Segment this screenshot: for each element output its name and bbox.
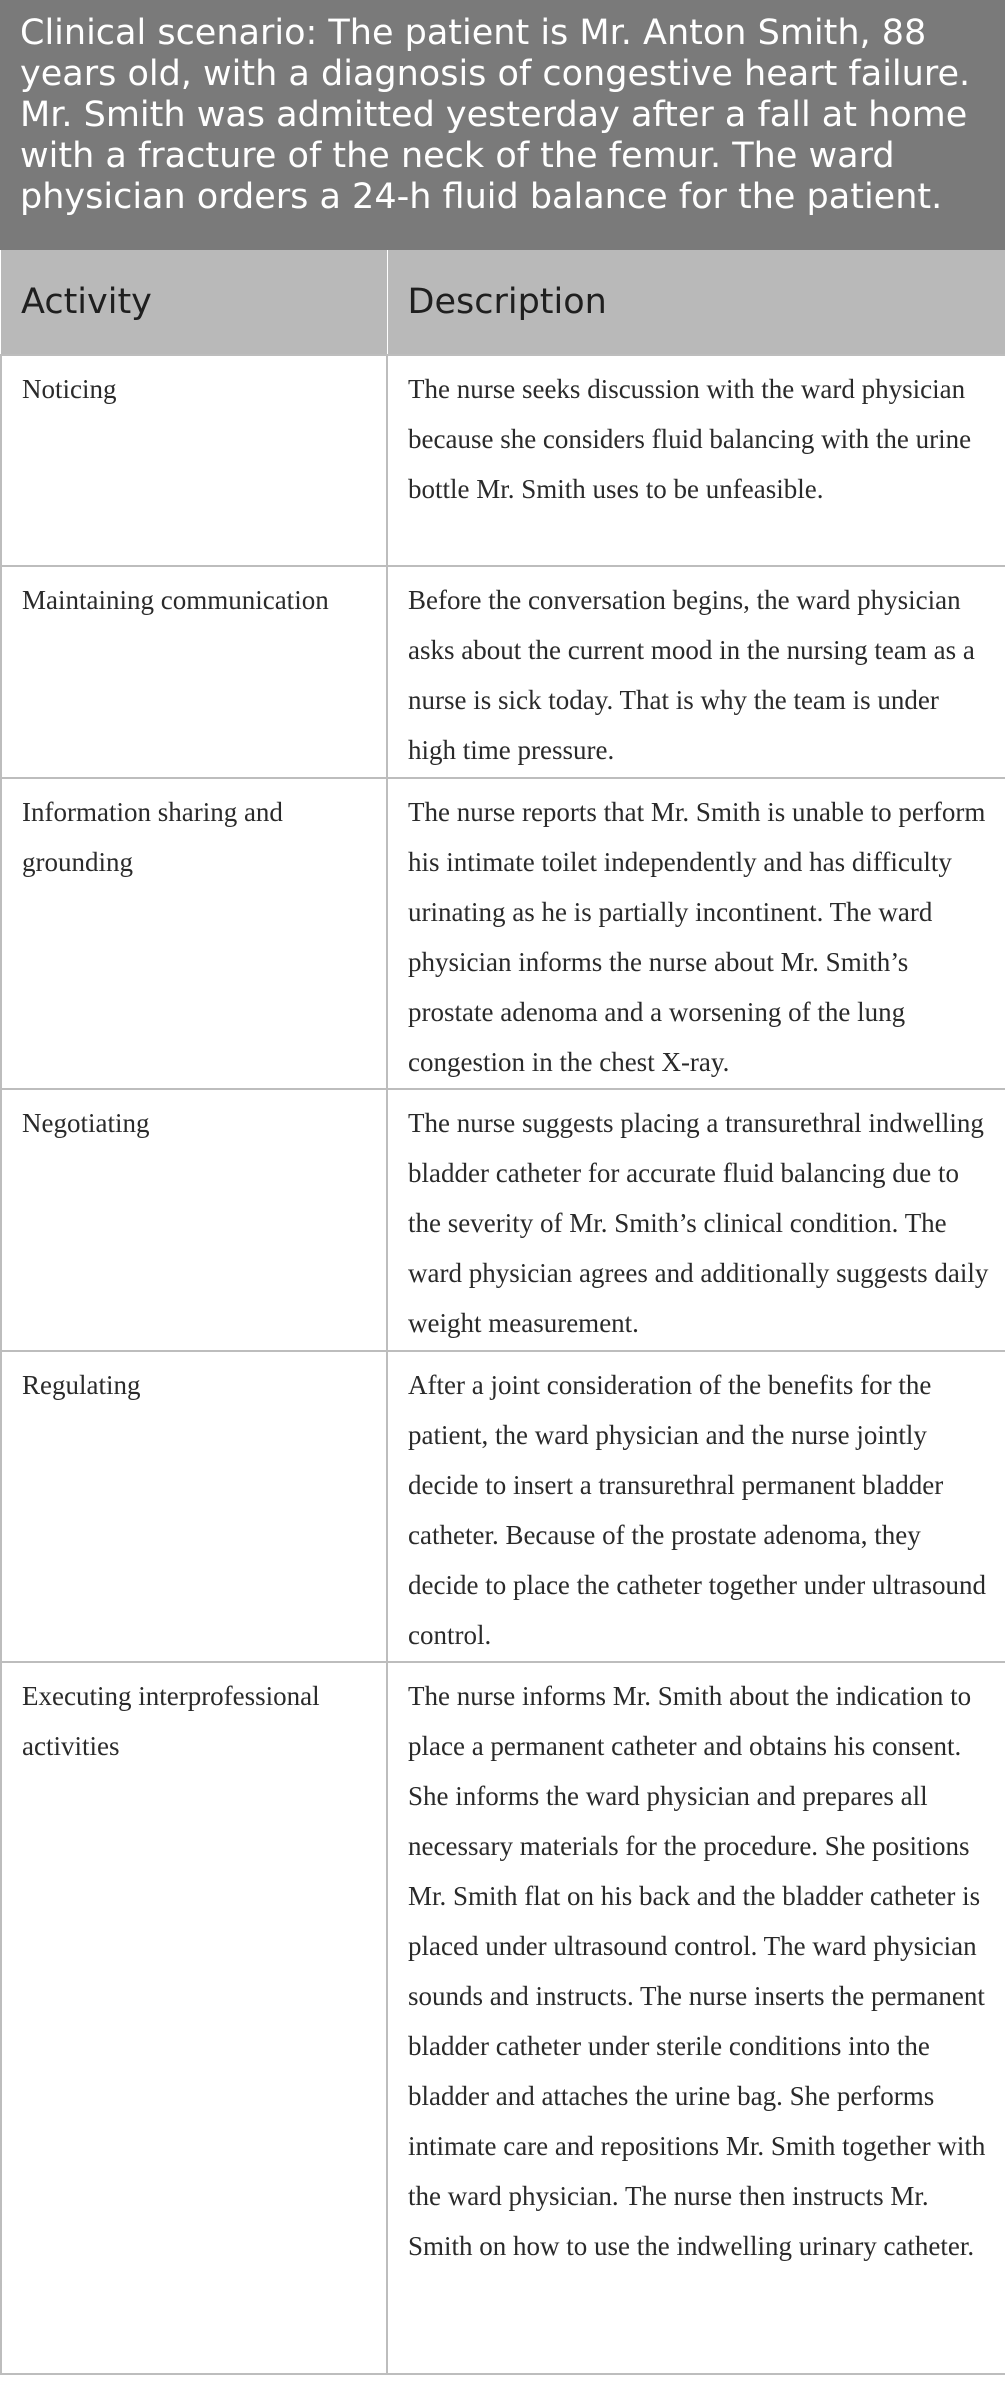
activity-cell: Maintaining communication [1,566,387,778]
table-caption: Clinical scenario: The patient is Mr. Anton Smith, 88 years old, with a diagnosis of congestive heart failure. Mr. Smith was admitted yesterday after a fall at home with a fracture of the neck of the femur. The ward physician orders a 24-h fluid balance for the patient. [0,0,1005,250]
table-row [1,1662,1005,2374]
activity-column-header: Activity [1,250,387,355]
activity-cell: Regulating [1,1351,387,1662]
table-row [1,1351,1005,1662]
description-cell: The nurse suggests placing a transurethral indwelling bladder catheter for accurate fluid balancing due to the severity of Mr. Smith’s clinical condition. The ward physician agrees and additionally suggests daily weight measurement. [387,1089,1005,1351]
table-row [1,355,1005,566]
description-cell: The nurse reports that Mr. Smith is unable to perform his intimate toilet independently and has difficulty urinating as he is partially incontinent. The ward physician informs the nurse about Mr. Smith’s prostate adenoma and a worsening of the lung congestion in the chest X-ray. [387,778,1005,1089]
description-cell: Before the conversation begins, the ward physician asks about the current mood in the nursing team as a nurse is sick today. That is why the team is under high time pressure. [387,566,1005,778]
activity-cell: Negotiating [1,1089,387,1351]
table-row [1,566,1005,778]
description-cell: After a joint consideration of the benefits for the patient, the ward physician and the nurse jointly decide to insert a transurethral permanent bladder catheter. Because of the prostate adenoma, they decide to place the catheter together under ultrasound control. [387,1351,1005,1662]
description-column-header: Description [387,250,1005,355]
activity-cell: Noticing [1,355,387,566]
table-header-row [1,250,1005,355]
activity-cell: Executing interprofessional activities [1,1662,387,2374]
table-row [1,1089,1005,1351]
description-cell: The nurse informs Mr. Smith about the indication to place a permanent catheter and obtains his consent. She informs the ward physician and prepares all necessary materials for the procedure. She positions Mr. Smith flat on his back and the bladder catheter is placed under ultrasound control. The ward physician sounds and instructs. The nurse inserts the permanent bladder catheter under sterile conditions into the bladder and attaches the urine bag. She performs intimate care and repositions Mr. Smith together with the ward physician. The nurse then instructs Mr. Smith on how to use the indwelling urinary catheter. [387,1662,1005,2374]
activity-cell: Information sharing and grounding [1,778,387,1089]
table-row [1,778,1005,1089]
scenario-table [0,250,1005,2375]
description-cell: The nurse seeks discussion with the ward physician because she considers fluid balancing with the urine bottle Mr. Smith uses to be unfeasible. [387,355,1005,566]
